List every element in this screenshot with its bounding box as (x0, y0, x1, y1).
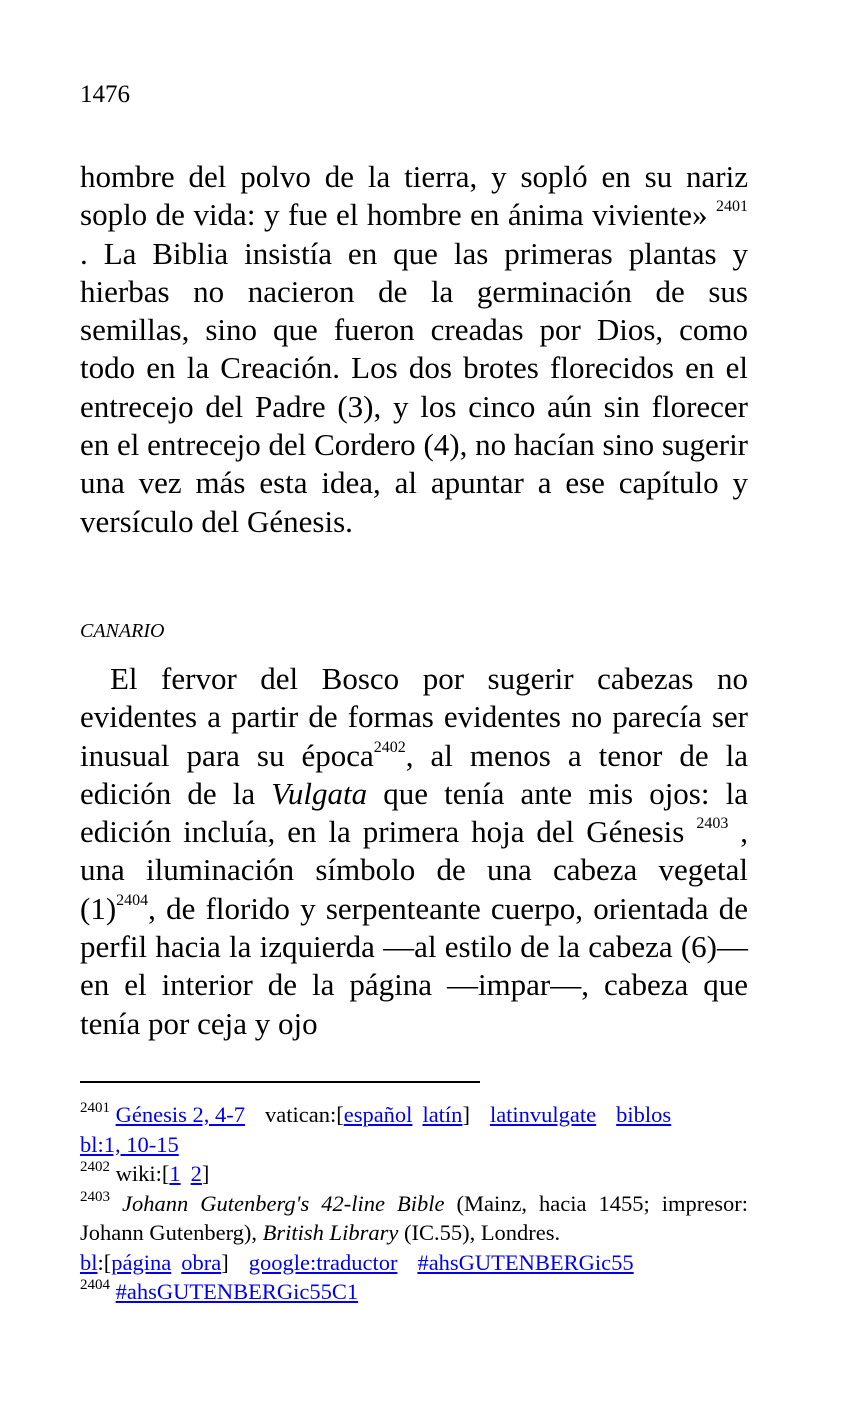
link-google-traductor[interactable]: google:traductor (248, 1249, 398, 1275)
link-bl-genesis[interactable]: bl:1, 10-15 (80, 1131, 179, 1157)
footnote-ref-2404[interactable]: 2404 (116, 891, 149, 909)
paragraph-2-text-b: , al menos a tenor de la edición de la (80, 737, 748, 811)
bracket-open: :[ (97, 1249, 112, 1275)
paragraph-2-text-c: que tenía ante mis ojos: la edición incluía, en la primera hoja del Génesis (80, 775, 748, 850)
wiki-prefix: wiki:[ (115, 1161, 170, 1186)
paragraph-2-text-a: El fervor del Bosco por sugerir cabezas no evidentes a partir de formas evidentes no parecía ser inusual para su época (80, 661, 748, 773)
link-ahs-gutenberg-c1[interactable]: #ahsGUTENBERGic55C1 (115, 1279, 359, 1304)
paragraph-2-text-d: , una iluminación símbolo de una cabeza vegetal (1) (80, 814, 749, 926)
link-genesis[interactable]: Génesis 2, 4-7 (115, 1102, 245, 1127)
footnote-number: 2404 (80, 1277, 110, 1293)
link-espanol[interactable]: español (343, 1102, 413, 1127)
wiki-suffix: ] (201, 1161, 210, 1186)
link-obra[interactable]: obra (181, 1249, 222, 1275)
paragraph-1-text-a: hombre del polvo de la tierra, y sopló en su nariz soplo de vida: y fue el hombre en ánima viviente» (80, 159, 748, 233)
footnote-2404 (80, 1277, 748, 1307)
footnote-2403-links (80, 1248, 748, 1278)
vulgata-italic: Vulgata (271, 775, 368, 811)
bible-title: Johann Gutenberg's 42-line Bible (122, 1190, 445, 1216)
footnote-2403-text-a: (Mainz, hacia 1455; impresor: Johann Gutenberg), (80, 1190, 749, 1245)
footnote-2403 (80, 1189, 748, 1248)
link-pagina[interactable]: página (111, 1249, 172, 1275)
paragraph-1 (80, 158, 748, 541)
paragraph-1-text-b: . La Biblia insistía en que las primeras plantas y hierbas no nacieron de la germinación de sus semillas, sino que fueron creadas por Dios, como todo en la Creación. Los dos brotes florecidos en el entrecejo del Padre (3), y los cinco aún sin florecer en el entrecejo del Cordero (4), no hacían sino sugerir una vez más esta idea, al apuntar a ese capítulo y versículo del Génesis. (80, 235, 748, 539)
footnote-2402 (80, 1159, 748, 1189)
page-number: 1476 (80, 81, 130, 108)
link-ahs-gutenberg[interactable]: #ahsGUTENBERGic55 (417, 1249, 634, 1275)
footnote-number: 2403 (80, 1188, 110, 1205)
link-bl[interactable]: bl (80, 1249, 98, 1275)
footnote-separator (80, 1081, 480, 1083)
footnote-number: 2402 (80, 1159, 110, 1175)
paragraph-2 (80, 660, 748, 1043)
bracket-close: ] (221, 1249, 229, 1275)
link-biblos[interactable]: biblos (616, 1102, 672, 1127)
footnote-number: 2401 (80, 1100, 110, 1116)
vatican-prefix: vatican:[ (264, 1102, 344, 1127)
link-latinvulgate[interactable]: latinvulgate (489, 1102, 597, 1127)
footnotes (80, 1100, 748, 1307)
link-wiki-2[interactable]: 2 (190, 1161, 202, 1186)
footnote-ref-2401[interactable]: 2401 (716, 198, 748, 216)
link-wiki-1[interactable]: 1 (169, 1161, 181, 1186)
library-name: British Library (262, 1220, 399, 1245)
vatican-suffix: ] (462, 1102, 470, 1127)
paragraph-2-text-e: , de florido y serpenteante cuerpo, orientada de perfil hacia la izquierda —al estilo de la cabeza (6)— en el interior de la página —impar—, cabeza que tenía por ceja y ojo (80, 890, 748, 1041)
link-latin[interactable]: latín (422, 1102, 463, 1127)
section-label: CANARIO (80, 620, 165, 642)
footnote-2403-text-b: (IC.55), Londres. (398, 1220, 561, 1245)
footnote-ref-2403[interactable]: 2403 (696, 815, 729, 833)
footnote-ref-2402[interactable]: 2402 (373, 738, 406, 756)
footnote-2401 (80, 1100, 748, 1159)
